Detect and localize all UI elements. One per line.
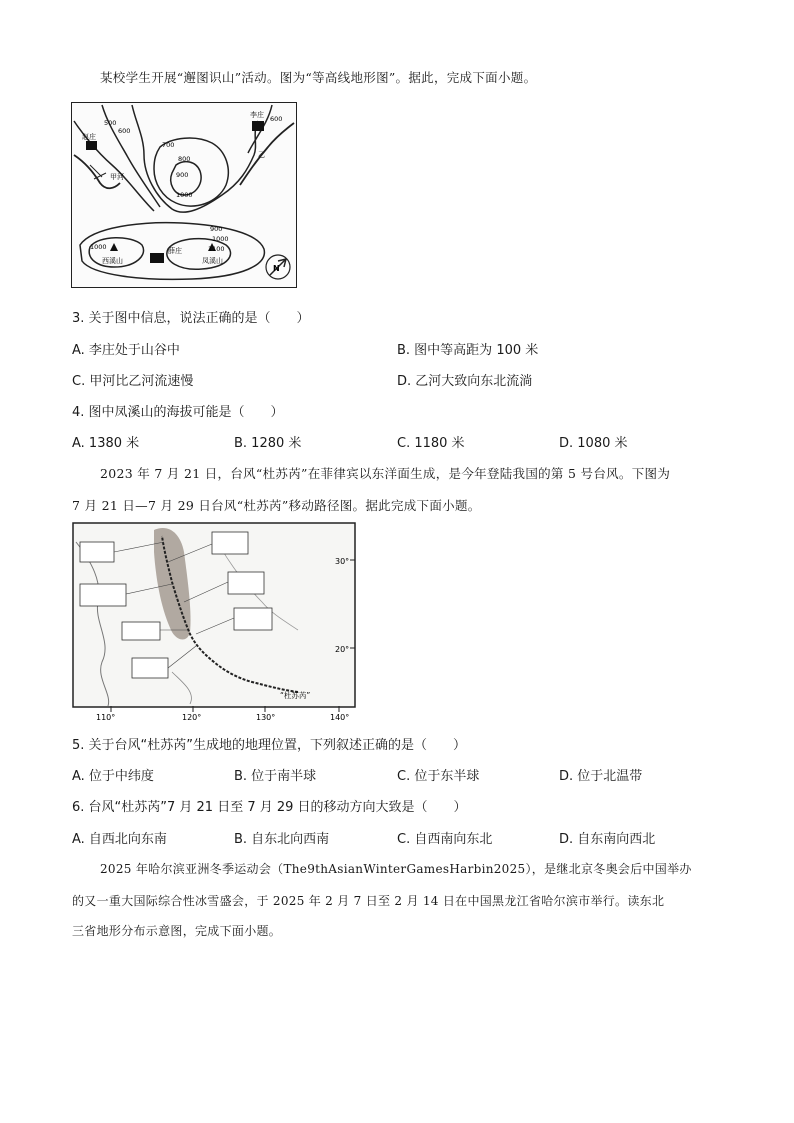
contour-label: 1000 — [90, 243, 107, 251]
callout-box — [132, 658, 168, 678]
contour-label: 1000 — [176, 191, 193, 199]
place-label-lizhuang: 李庄 — [250, 111, 264, 119]
lon-label: 110° — [96, 713, 116, 722]
contour-label: 900 — [176, 171, 189, 179]
lon-label: 130° — [256, 713, 276, 722]
intro-text-1: 某校学生开展“邂图识山”活动。图为“等高线地形图”。据此，完成下面小题。 — [100, 70, 537, 85]
village-xuezhuang-marker — [150, 253, 164, 263]
q3-option-c[interactable]: C. 甲河比乙河流速慢 — [72, 374, 194, 389]
q6-option-b[interactable]: B. 自东北向西南 — [234, 832, 330, 847]
river-yi — [240, 123, 294, 185]
callout-box — [212, 532, 248, 554]
compass-north-label: N — [273, 264, 280, 273]
lat-label: 30° — [335, 557, 350, 566]
peak-xixi-triangle — [110, 243, 118, 251]
q6-option-a[interactable]: A. 自西北向东南 — [72, 832, 167, 847]
q5-option-d[interactable]: D. 位于北温带 — [559, 769, 643, 784]
question-4-stem: 4. 图中凤溪山的海拔可能是（ ） — [72, 405, 284, 420]
intro-text-3-line3: 三省地形分布示意图，完成下面小题。 — [72, 924, 282, 938]
place-label-xixishan: 西溪山 — [102, 257, 123, 265]
contour-label: 800 — [178, 155, 191, 163]
contour-label: 500 — [104, 119, 117, 127]
callout-box — [122, 622, 160, 640]
river-label-jia: 甲河 — [110, 173, 124, 181]
intro-text-3-line2: 的又一重大国际综合性冰雪盛会，于 2025 年 2 月 7 日至 2 月 14 日在中国黑龙江省哈尔滨市举行。读东北 — [72, 894, 665, 908]
q3-option-b[interactable]: B. 图中等高距为 100 米 — [397, 343, 539, 358]
intro-text-2-line1: 2023 年 7 月 21 日，台风“杜苏芮”在菲律宾以东洋面生成，是今年登陆我国的第 5 号台风。下图为 — [100, 466, 671, 481]
contour-label: 900 — [210, 225, 223, 233]
q4-option-c[interactable]: C. 1180 米 — [397, 436, 465, 451]
village-lizhuang-marker — [252, 121, 264, 131]
question-5-stem: 5. 关于台风“杜苏芮”生成地的地理位置，下列叙述正确的是（ ） — [72, 738, 467, 753]
q6-option-c[interactable]: C. 自西南向东北 — [397, 832, 493, 847]
callout-box — [80, 584, 126, 606]
contour-map-svg — [72, 103, 296, 287]
village-zhaozhuang-marker — [86, 141, 97, 150]
q4-option-d[interactable]: D. 1080 米 — [559, 436, 628, 451]
intro-text-2-line2: 7 月 21 日—7 月 29 日台风“杜苏芮”移动路径图。据此完成下面小题。 — [72, 498, 481, 513]
q5-option-b[interactable]: B. 位于南半球 — [234, 769, 317, 784]
q3-option-a[interactable]: A. 李庄处于山谷中 — [72, 343, 180, 358]
contour-label: 1100 — [208, 245, 225, 253]
typhoon-name-label: “杜苏芮” — [280, 691, 311, 700]
callout-box — [80, 542, 114, 562]
callout-box — [228, 572, 264, 594]
q4-option-a[interactable]: A. 1380 米 — [72, 436, 140, 451]
q4-option-b[interactable]: B. 1280 米 — [234, 436, 302, 451]
q3-option-d[interactable]: D. 乙河大致向东北流淌 — [397, 374, 533, 389]
contour-label: 1000 — [212, 235, 229, 243]
question-3-stem: 3. 关于图中信息，说法正确的是（ ） — [72, 311, 310, 326]
contour-label: 600 — [118, 127, 131, 135]
contour-line — [132, 105, 258, 212]
contour-map — [71, 102, 297, 288]
lon-label: 120° — [182, 713, 202, 722]
place-label-zhaozhuang: 赵庄 — [82, 133, 96, 141]
q5-option-c[interactable]: C. 位于东半球 — [397, 769, 480, 784]
lat-label: 20° — [335, 645, 350, 654]
place-label-fengxishan: 凤溪山 — [202, 257, 223, 265]
typhoon-map-svg — [72, 522, 357, 722]
q6-option-d[interactable]: D. 自东南向西北 — [559, 832, 656, 847]
q5-option-a[interactable]: A. 位于中纬度 — [72, 769, 154, 784]
intro-text-3-line1: 2025 年哈尔滨亚洲冬季运动会（The9thAsianWinterGamesHarbin2025），是继北京冬奥会后中国举办 — [100, 862, 692, 876]
typhoon-map — [72, 522, 357, 722]
lon-label: 140° — [330, 713, 350, 722]
callout-box — [234, 608, 272, 630]
contour-label: 600 — [270, 115, 283, 123]
river-label-yi: 乙 — [258, 151, 265, 159]
contour-label: 700 — [162, 141, 175, 149]
question-6-stem: 6. 台风“杜苏芮”7 月 21 日至 7 月 29 日的移动方向大致是（ ） — [72, 800, 467, 815]
place-label-xuezhuang: 薛庄 — [168, 247, 182, 255]
